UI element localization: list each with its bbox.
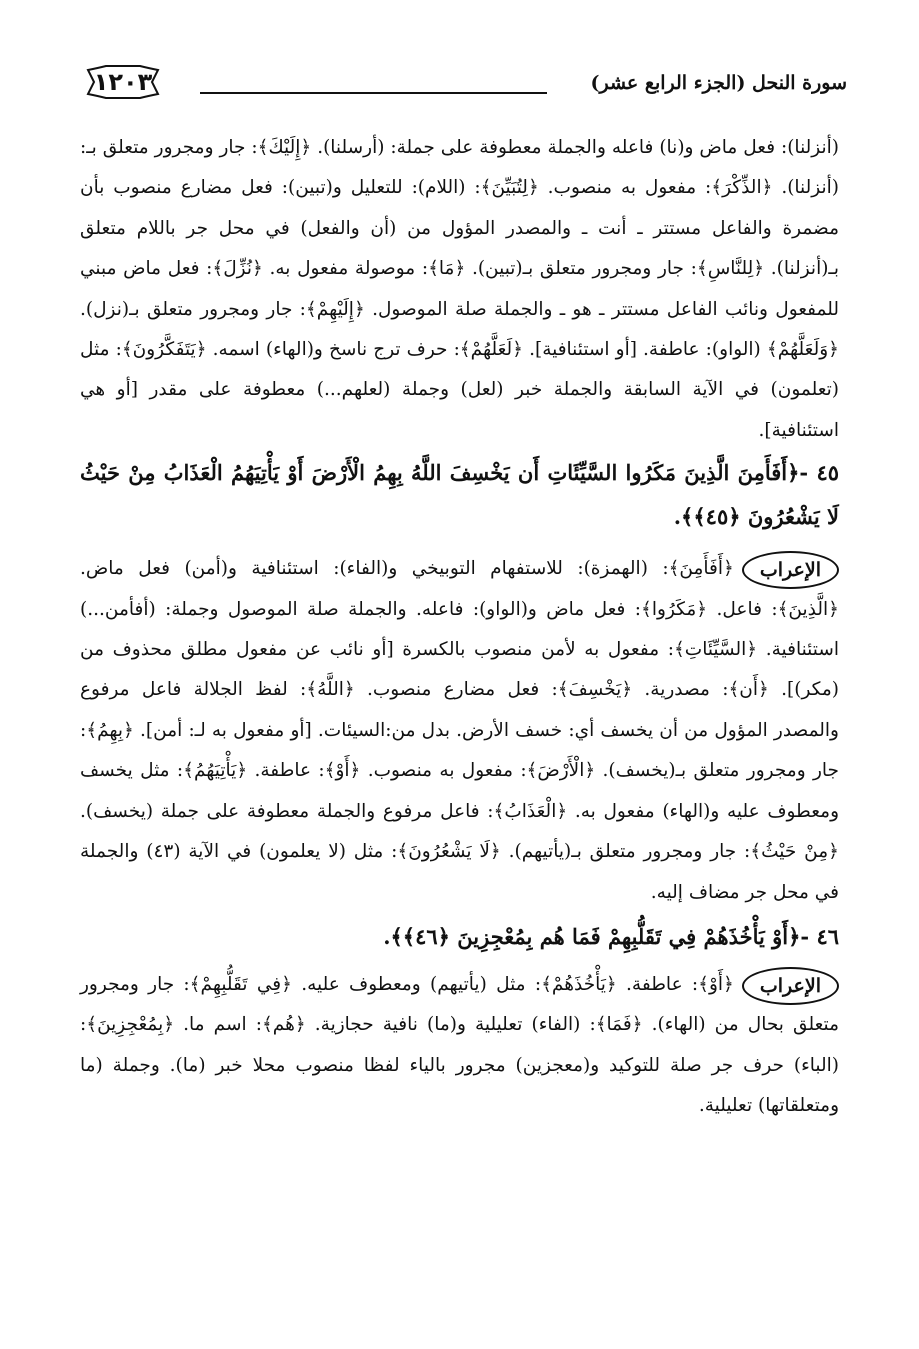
verse-46: ٤٦ -﴿أَوْ يَأْخُذَهُمْ فِي تَقَلُّبِهِمْ فَمَا هُم بِمُعْجِزِينَ ﴿٤٦﴾﴾. [383,923,839,949]
page-number [84,62,162,102]
irab-label-badge: الإعراب [742,967,839,1005]
irab-label-badge: الإعراب [742,551,839,589]
verse-45: ٤٥ -﴿أَفَأَمِنَ الَّذِينَ مَكَرُوا السَّيِّئَاتِ أَن يَخْسِفَ اللَّهُ بِهِمُ الْأَرْضَ أَوْ يَأْتِيَهُمُ الْعَذَابُ مِنْ حَيْثُ لَا يَشْعُرُونَ ﴿٤٥﴾﴾. [80,460,839,530]
page-number-text: ١٢٠٣ [93,68,153,96]
irab-section-45 [80,549,839,913]
header-rule [200,92,547,94]
irab-paragraph-45: ﴿أَفَأَمِنَ﴾: (الهمزة): للاستفهام التوبيخي و(الفاء): استئنافية و(أمن) فعل ماض. ﴿الَّذِينَ﴾: فاعل. ﴿مَكَرُوا﴾: فعل ماض و(الواو): فاعله. والجملة صلة الموصول وجملة: (أفأمن...) استئنافية. ﴿السَّيِّئَاتِ﴾: مفعول به لأمن منصوب بالكسرة [أو نائب عن مفعول مطلق محذوف من (مكر)]. ﴿أَن﴾: مصدرية. ﴿يَخْسِفَ﴾: فعل مضارع منصوب. ﴿اللَّهُ﴾: لفظ الجلالة فاعل مرفوع والمصدر المؤول من أن يخسف أي: خسف الأرض. بدل من:السيئات. [أو مفعول به لـ: أمن]. ﴿بِهِمُ﴾: جار ومجرور متعلق بـ(يخسف). ﴿الْأَرْضَ﴾: مفعول به منصوب. ﴿أَوْ﴾: عاطفة. ﴿يَأْتِيَهُمُ﴾: مثل يخسف ومعطوف عليه و(الهاء) مفعول به. ﴿الْعَذَابُ﴾: فاعل مرفوع والجملة معطوفة على جملة (يخسف). ﴿مِنْ حَيْثُ﴾: جار ومجرور متعلق بـ(يأتيهم). ﴿لَا يَشْعُرُونَ﴾: مثل (لا يعلمون) في الآية (٤٣) والجملة في محل جر مضاف إليه. [80,558,839,903]
irab-section-46 [80,965,839,1127]
page-title: سورة النحل (الجزء الرابع عشر) [590,72,847,94]
page-content [80,128,839,1127]
page-header [80,62,847,118]
irab-paragraph-46: ﴿أَوْ﴾: عاطفة. ﴿يَأْخُذَهُمْ﴾: مثل (يأتيهم) ومعطوف عليه. ﴿فِي تَقَلُّبِهِمْ﴾: جار ومجرور متعلق بحال من (الهاء). ﴿فَمَا﴾: (الفاء) تعليلية و(ما) نافية حجازية. ﴿هُم﴾: اسم ما. ﴿بِمُعْجِزِينَ﴾: (الباء) حرف جر صلة للتوكيد و(معجزين) مجرور بالياء لفظا منصوب محلا خبر (ما). وجملة (ما ومتعلقاتها) تعليلية. [80,973,839,1117]
irab-paragraph-continued: (أنزلنا): فعل ماض و(نا) فاعله والجملة معطوفة على جملة: (أرسلنا). ﴿إِلَيْكَ﴾: جار ومجرور متعلق بـ: (أنزلنا). ﴿الذِّكْرَ﴾: مفعول به منصوب. ﴿لِتُبَيِّنَ﴾: (اللام): للتعليل و(تبين): فعل مضارع منصوب بأن مضمرة والفاعل مستتر ـ أنت ـ والمصدر المؤول من (أن والفعل) في محل جر باللام متعلق بـ(أنزلنا). ﴿لِلنَّاسِ﴾: جار ومجرور متعلق بـ(تبين). ﴿مَا﴾: موصولة مفعول به. ﴿نُزِّلَ﴾: فعل ماض مبني للمفعول ونائب الفاعل مستتر ـ هو ـ والجملة صلة الموصول. ﴿إِلَيْهِمْ﴾: جار ومجرور متعلق بـ(نزل). ﴿وَلَعَلَّهُمْ﴾ (الواو): عاطفة. [أو استئنافية]. ﴿لَعَلَّهُمْ﴾: حرف ترج ناسخ و(الهاء) اسمه. ﴿يَتَفَكَّرُونَ﴾: مثل (تعلمون) في الآية السابقة والجملة خبر (لعل) وجملة (لعلهم...) معطوفة على مقدر [أو هي استئنافية]. [80,137,839,441]
